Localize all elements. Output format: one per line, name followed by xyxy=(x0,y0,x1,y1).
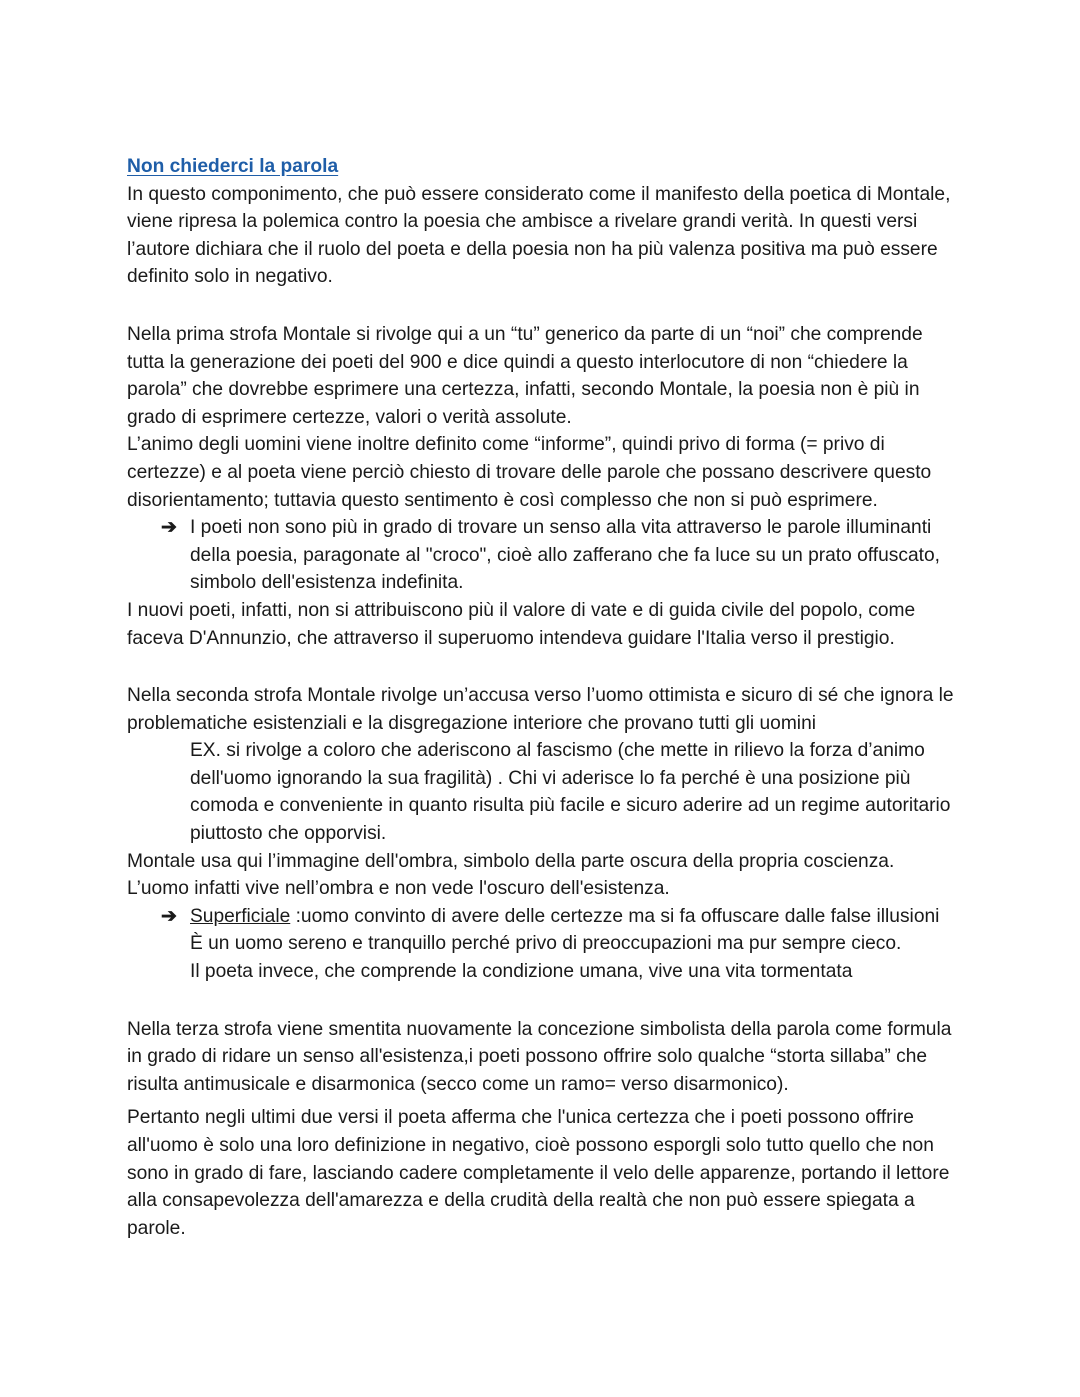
spacer xyxy=(127,986,957,1016)
strofa1-paragraph-1: Nella prima strofa Montale si rivolge qui a un “tu” generico da parte di un “noi” che comprende tutta la generazione dei poeti del 900 e dice quindi a questo interlocutore di non “chiedere la parola” che dovrebbe esprimere una certezza, infatti, secondo Montale, la poesia non è più in grado di esprimere certezze, valori o verità assolute. xyxy=(127,323,923,428)
strofa2-bullet-line2: È un uomo sereno e tranquillo perché privo di preoccupazioni ma pur sempre cieco. xyxy=(190,933,902,955)
strofa3-paragraph-1: Nella terza strofa viene smentita nuovamente la concezione simbolista della parola come formula in grado di ridare un senso all'esistenza,i poeti possono offrire solo qualche “storta sillaba” che risulta antimusicale e disarmonica (secco come un ramo= verso disarmonico). xyxy=(127,1018,952,1095)
strofa1-arrow-item xyxy=(127,514,957,597)
strofa2-arrow-item xyxy=(127,903,957,986)
strofa2-bullet-keyword: Superficiale xyxy=(190,905,291,927)
strofa3-paragraph-2: Pertanto negli ultimi due versi il poeta afferma che l'unica certezza che i poeti possono offrire all'uomo è solo una loro definizione in negativo, cioè possono esporgli solo tutto quello che non sono in grado di fare, lasciando cadere completamente il velo delle apparenze, portando il lettore alla consapevolezza dell'amarezza e della crudità della realtà che non può essere spiegata a parole. xyxy=(127,1107,950,1239)
strofa2-paragraph-3: L’uomo infatti vive nell’ombra e non vede l'oscuro dell'esistenza. xyxy=(127,878,670,900)
strofa2-example: EX. si rivolge a coloro che aderiscono al fascismo (che mette in rilievo la forza d’animo dell'uomo ignorando la sua fragilità) . Chi vi aderisce lo fa perché è una posizione più comoda e conveniente in quanto risulta più facile e sicuro aderire ad un regime autoritario piuttosto che opporvisi. xyxy=(190,740,951,845)
strofa2-bullet-rest: :uomo convinto di avere delle certezze ma si fa offuscare dalle false illusioni xyxy=(290,905,940,927)
strofa2-bullet-line3: Il poeta invece, che comprende la condizione umana, vive una vita tormentata xyxy=(190,961,853,983)
document-page xyxy=(127,153,957,1242)
strofa2-paragraph-2: Montale usa qui l’immagine dell'ombra, simbolo della parte oscura della propria coscienza. xyxy=(127,850,895,872)
strofa1-paragraph-3: I nuovi poeti, infatti, non si attribuiscono più il valore di vate e di guida civile del popolo, come faceva D'Annunzio, che attraverso il superuomo intendeva guidare l'Italia verso il prestigio. xyxy=(127,599,916,649)
spacer xyxy=(127,652,957,682)
strofa2-paragraph-1: Nella seconda strofa Montale rivolge un’accusa verso l’uomo ottimista e sicuro di sé che ignora le problematiche esistenziali e la disgregazione interiore che provano tutti gli uomini xyxy=(127,685,954,734)
arrow-right-icon: ➔ xyxy=(161,905,178,927)
arrow-right-icon: ➔ xyxy=(161,517,178,539)
document-title: Non chiederci la parola xyxy=(127,156,339,177)
strofa1-bullet-text: I poeti non sono più in grado di trovare un senso alla vita attraverso le parole illuminanti della poesia, paragonate al "croco", cioè allo zafferano che fa luce su un prato offuscato, simbolo dell'esistenza indefinita. xyxy=(190,517,940,594)
spacer xyxy=(127,291,957,321)
intro-paragraph: In questo componimento, che può essere considerato come il manifesto della poetica di Montale, viene ripresa la polemica contro la poesia che ambisce a rivelare grandi verità. In questi versi l’autore dichiara che il ruolo del poeta e della poesia non ha più valenza positiva ma può essere definito solo in negativo. xyxy=(127,183,951,288)
strofa1-paragraph-2: L’animo degli uomini viene inoltre definito come “informe”, quindi privo di forma (= privo di certezze) e al poeta viene perciò chiesto di trovare delle parole che possano descrivere questo disorientamento; tuttavia questo sentimento è così complesso che non si può esprimere. xyxy=(127,434,932,511)
